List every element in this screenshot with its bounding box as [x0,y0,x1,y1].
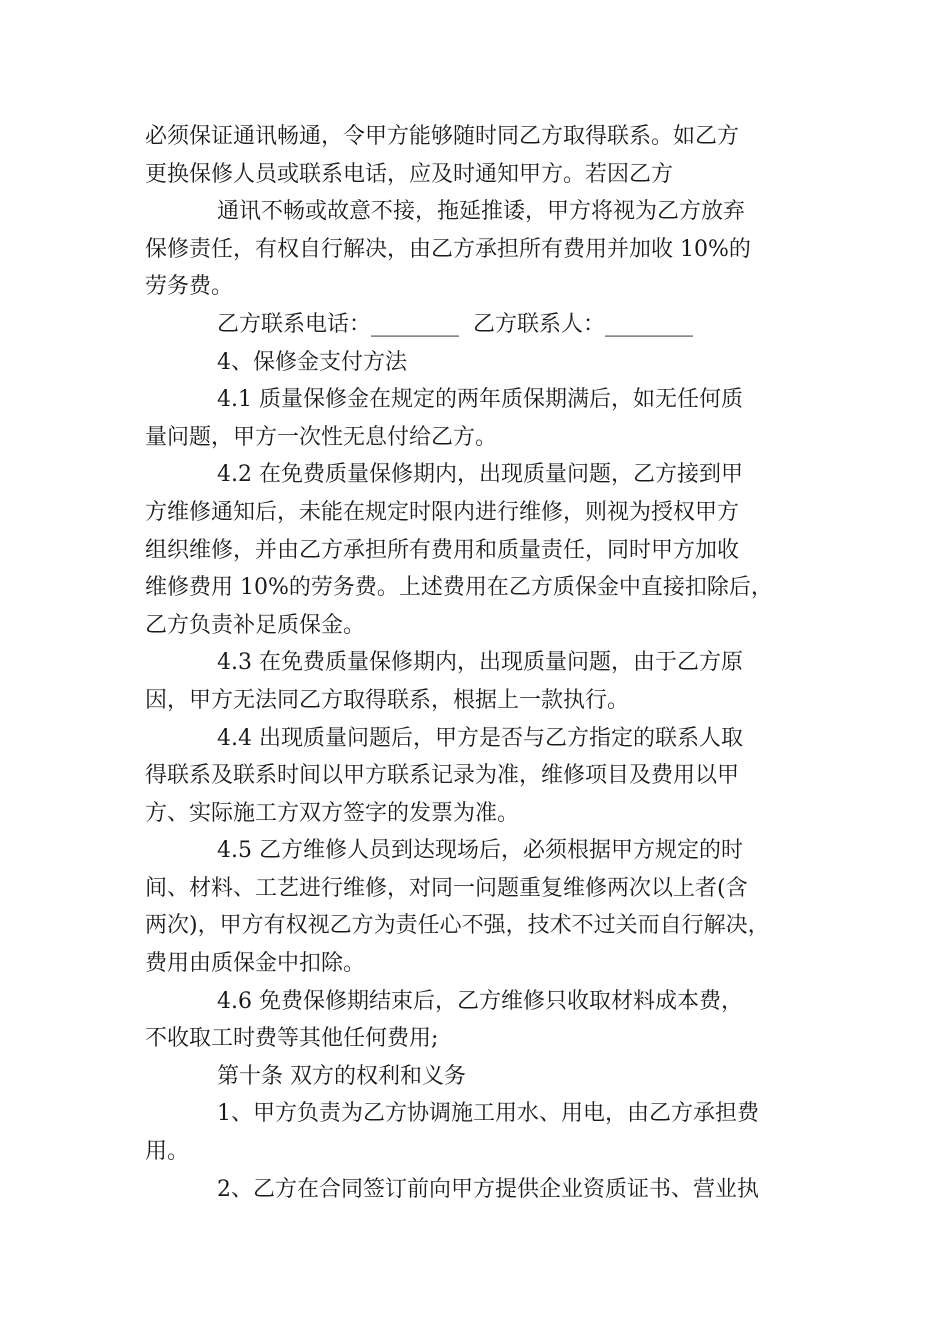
document-line: 方、实际施工方双方签字的发票为准。 [145,800,520,826]
document-line: 不收取工时费等其他任何费用; [145,1026,439,1052]
document-line: 量问题，甲方一次性无息付给乙方。 [145,424,498,450]
document-line: 保修责任，有权自行解决，由乙方承担所有费用并加收 10%的 [145,236,751,262]
document-line: 第十条 双方的权利和义务 [217,1063,466,1089]
document-line: 更换保修人员或联系电话，应及时通知甲方。若因乙方 [145,161,674,187]
document-line: 4.6 免费保修期结束后，乙方维修只收取材料成本费， [217,988,743,1014]
document-line: 方维修通知后，未能在规定时限内进行维修，则视为授权甲方 [145,499,740,525]
document-line: 费用由质保金中扣除。 [145,951,366,977]
document-line: 得联系及联系时间以甲方联系记录为准，维修项目及费用以甲 [145,763,740,789]
document-line: 4.5 乙方维修人员到达现场后，必须根据甲方规定的时 [217,838,743,864]
document-line: 4.4 出现质量问题后，甲方是否与乙方指定的联系人取 [217,725,743,751]
document-line: 通讯不畅或故意不接，拖延推诿，甲方将视为乙方放弃 [217,199,746,225]
document-line: 必须保证通讯畅通，令甲方能够随时同乙方取得联系。如乙方 [145,124,740,149]
document-line: 4.2 在免费质量保修期内，出现质量问题，乙方接到甲 [217,462,743,488]
document-line: 用。 [145,1139,190,1165]
document-line: 间、材料、工艺进行维修，对同一问题重复维修两次以上者(含 [145,875,748,901]
document-line: 4.1 质量保修金在规定的两年质保期满后，如无任何质 [217,387,743,413]
document-body [145,118,815,1208]
document-line: 4.3 在免费质量保修期内，出现质量问题，由于乙方原 [217,650,743,676]
document-line: 1、甲方负责为乙方协调施工用水、用电，由乙方承担费 [217,1101,759,1127]
document-line: 因，甲方无法同乙方取得联系，根据上一款执行。 [145,687,630,713]
document-line: 乙方联系电话：________ 乙方联系人：________ [217,311,693,337]
document-line: 两次)，甲方有权视乙方为责任心不强，技术不过关而自行解决， [145,913,770,939]
document-line: 组织维修，并由乙方承担所有费用和质量责任，同时甲方加收 [145,537,740,563]
document-line: 4、保修金支付方法 [217,349,407,375]
document-line: 劳务费。 [145,274,234,300]
document-line: 乙方负责补足质保金。 [145,612,366,638]
document-line: 维修费用 10%的劳务费。上述费用在乙方质保金中直接扣除后， [145,575,773,601]
document-line: 2、乙方在合同签订前向甲方提供企业资质证书、营业执 [217,1176,759,1202]
